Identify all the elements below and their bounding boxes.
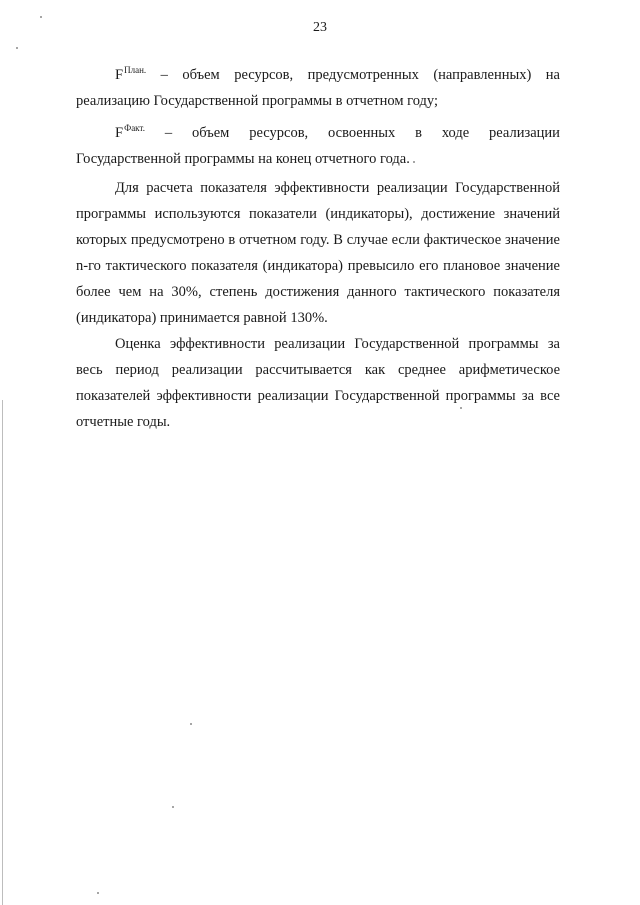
definition-actual-resources bbox=[76, 115, 560, 172]
scan-speck bbox=[16, 47, 18, 49]
symbol-f-planned: $F^{План.}$ bbox=[115, 65, 147, 83]
scan-speck bbox=[172, 806, 174, 808]
word: объем bbox=[191, 125, 230, 141]
paragraph-efficiency-evaluation: Оценка эффективности реализации Государственной программы за весь период реализации рассчитывается как среднее арифметическое показателей эффективности реализации Государственной программы за все отчетные годы. bbox=[76, 336, 560, 430]
scan-speck bbox=[413, 161, 415, 163]
word: ресурсов, bbox=[234, 67, 294, 83]
word: освоенных bbox=[328, 125, 396, 141]
definition-tail: Государственной программы на конец отчетного года. bbox=[76, 151, 410, 167]
word: ресурсов, bbox=[249, 125, 309, 141]
word: (направленных) bbox=[433, 67, 532, 83]
word: объем bbox=[182, 67, 220, 83]
word: реализации bbox=[489, 125, 560, 141]
definition-head bbox=[76, 57, 560, 88]
scan-speck bbox=[97, 892, 99, 894]
word: в bbox=[415, 125, 422, 141]
dash: – bbox=[164, 125, 173, 141]
definition-tail: реализацию Государственной программы в отчетном году; bbox=[76, 93, 439, 109]
dash: – bbox=[160, 67, 168, 83]
page-number: 23 bbox=[313, 20, 327, 35]
symbol-f-actual: $F^{Факт.}$ bbox=[115, 123, 145, 141]
scan-speck bbox=[40, 16, 42, 18]
word: ходе bbox=[441, 125, 470, 141]
document-body bbox=[76, 57, 560, 435]
word: предусмотренных bbox=[307, 67, 419, 83]
scan-edge-line bbox=[2, 400, 3, 905]
scan-speck bbox=[190, 723, 192, 725]
definition-planned-resources bbox=[76, 57, 560, 114]
scan-speck bbox=[460, 407, 462, 409]
word: на bbox=[545, 67, 560, 83]
definition-head bbox=[76, 115, 560, 146]
paragraph-indicator-calculation: Для расчета показателя эффективности реализации Государственной программы используются показатели (индикаторы), достижение значений которых предусмотрено в отчетном году. В случае если фактическое значение n-го тактического показателя (индикатора) превысило его плановое значение более чем на 30%, степень достижения данного тактического показателя (индикатора) принимается равной 130%. bbox=[76, 180, 560, 326]
